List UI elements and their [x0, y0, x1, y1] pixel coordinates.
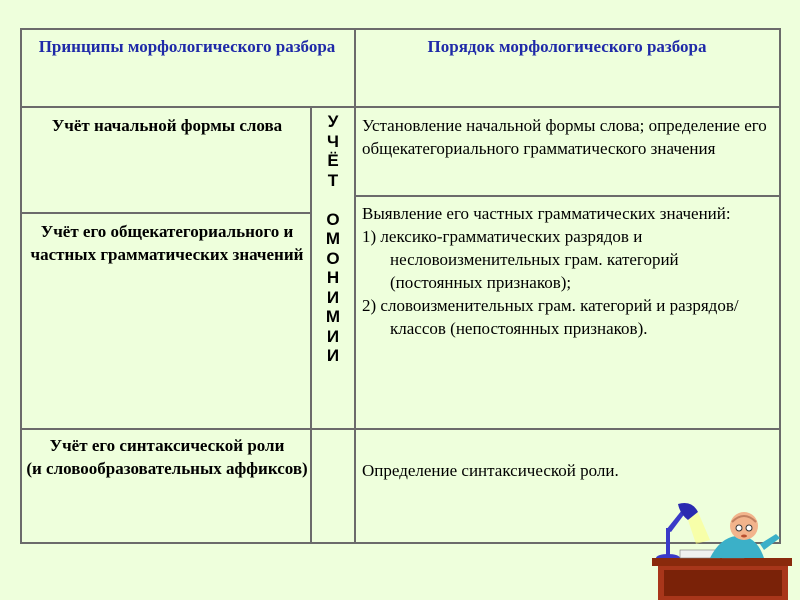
row-divider-2	[20, 428, 781, 430]
vertical-label-uchet-omonimii	[312, 112, 354, 366]
student-icon	[710, 512, 780, 558]
order-intro: Выявление его частных грамматических значений:	[362, 204, 731, 223]
principle-syntactic-role-line1: Учёт его синтаксической роли	[49, 436, 285, 455]
vertical-letter: О	[326, 248, 340, 268]
vertical-letter: И	[326, 326, 340, 346]
principle-grammatical-meanings: Учёт его общекатегориального и частных грамматических значений	[30, 222, 304, 264]
vertical-letter: Ч	[327, 131, 339, 151]
order-syntactic-role: Определение синтаксической роли.	[362, 461, 619, 480]
vertical-letter: Т	[327, 170, 339, 190]
header-principles: Принципы морфологического разбора	[38, 37, 336, 56]
order-item-2: 2) словоизменительных грам. категорий и разрядов/классов (непостоянных признаков).	[362, 296, 739, 338]
vertical-letter: Н	[326, 268, 340, 287]
principle-initial-form: Учёт начальной формы слова	[51, 116, 283, 135]
vertical-letter: М	[325, 229, 341, 248]
vertical-gap	[312, 190, 354, 210]
vertical-letter: У	[327, 112, 339, 131]
vertical-letter: О	[326, 209, 340, 229]
vertical-letter: Ё	[327, 151, 339, 170]
order-initial-form: Установление начальной формы слова; определение его общекатегориального грамматического значения	[362, 116, 767, 158]
principle-syntactic-role	[26, 434, 308, 480]
vertical-letter: И	[326, 287, 340, 307]
row-divider-right-1	[354, 195, 781, 197]
vertical-letter: И	[326, 346, 340, 365]
principle-syntactic-role-line2: (и словообразовательных аффиксов)	[26, 459, 308, 478]
vertical-letter: М	[325, 307, 341, 326]
header-order: Порядок морфологического разбора	[427, 37, 707, 56]
row-divider-header	[20, 106, 781, 108]
desk-icon	[652, 558, 792, 600]
table-border-top	[20, 28, 781, 30]
row-divider-left-1	[20, 212, 312, 214]
order-item-1: 1) лексико-грамматических разрядов и несловоизменительных грам. категорий (постоянных признаков);	[362, 227, 679, 292]
order-grammatical-meanings	[362, 202, 774, 340]
student-desk-clipart	[640, 500, 800, 600]
